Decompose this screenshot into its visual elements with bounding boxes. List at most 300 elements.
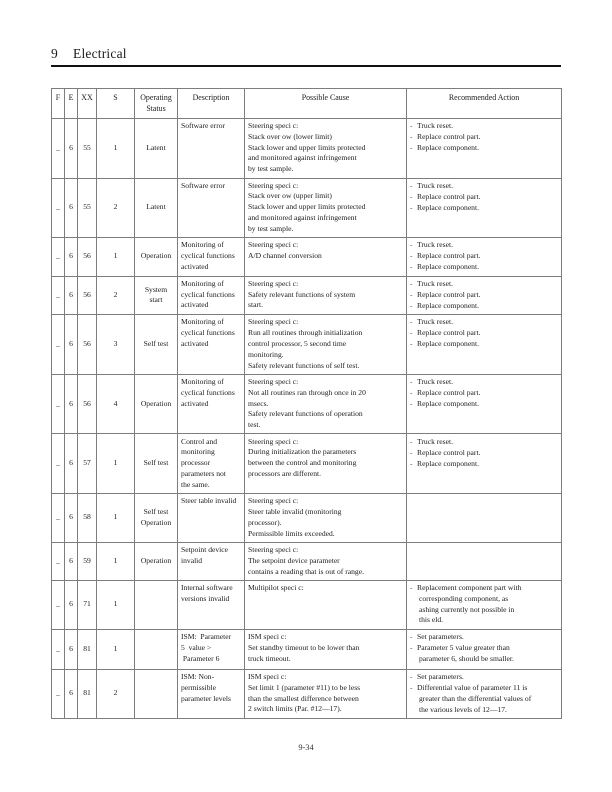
- column-header-operating-status: [135, 89, 178, 119]
- possible-cause-line: Steering speci c:: [248, 121, 299, 131]
- recommended-action-item: [410, 437, 558, 448]
- recommended-action-item: [410, 181, 558, 192]
- cell-e: 6: [65, 118, 78, 178]
- cell-operating-status: [135, 315, 178, 375]
- possible-cause-lines: [248, 240, 403, 262]
- cell-recommended-action: [407, 629, 562, 669]
- recommended-action-text-continued: parameter 6, should be smaller.: [419, 653, 514, 663]
- possible-cause-line: Steering speci c:: [248, 180, 299, 190]
- possible-cause-line: control processor, 5 second time: [248, 339, 347, 349]
- description-lines: [181, 240, 241, 272]
- recommended-action-text: Replace component.: [417, 339, 479, 349]
- description-lines: [181, 437, 241, 491]
- column-header-possible-cause: Possible Cause: [245, 89, 407, 119]
- recommended-action-item: [410, 240, 558, 251]
- description-line: the same.: [181, 479, 210, 489]
- cell-xx: 55: [78, 178, 97, 238]
- recommended-action-item: [410, 301, 558, 312]
- cell-operating-status: [135, 178, 178, 238]
- cell-recommended-action: [407, 315, 562, 375]
- chapter-title: Electrical: [73, 46, 127, 61]
- recommended-action-text: Truck reset.: [417, 121, 453, 131]
- cell-operating-status: [135, 669, 178, 718]
- description-line: cyclical functions: [181, 289, 235, 299]
- possible-cause-line: test.: [248, 420, 261, 430]
- cell-s: 1: [97, 580, 135, 629]
- recommended-action-item: [410, 672, 558, 683]
- recommended-action-text: Replace component.: [417, 262, 479, 272]
- description-lines: [181, 181, 241, 192]
- recommended-action-list: [410, 632, 558, 665]
- cell-description: [178, 434, 245, 494]
- possible-cause-line: and monitored against infringement: [248, 213, 357, 223]
- possible-cause-line: Set limit 1 (parameter #11) to be less: [248, 682, 361, 692]
- cell-f: _: [52, 494, 65, 543]
- cell-xx: 56: [78, 238, 97, 277]
- recommended-action-text: Replace component.: [417, 143, 479, 153]
- possible-cause-line: Steering speci c:: [248, 278, 299, 288]
- cell-operating-status: [135, 276, 178, 315]
- cell-possible-cause: [245, 629, 407, 669]
- recommended-action-item: [410, 132, 558, 143]
- possible-cause-lines: [248, 545, 403, 577]
- cell-operating-status: [135, 434, 178, 494]
- recommended-action-text: Replace control part.: [417, 328, 481, 338]
- recommended-action-text: Replace component.: [417, 399, 479, 408]
- recommended-action-list: [410, 583, 558, 626]
- possible-cause-line: ISM speci c:: [248, 672, 287, 682]
- description-line: cyclical functions: [181, 251, 235, 261]
- table-row: [52, 542, 562, 580]
- possible-cause-line: by test sample.: [248, 223, 294, 233]
- cell-description: [178, 178, 245, 238]
- possible-cause-line: monitoring.: [248, 349, 284, 359]
- possible-cause-lines: [248, 279, 403, 311]
- possible-cause-line: Steering speci c:: [248, 240, 299, 250]
- description-line: Parameter 6: [181, 653, 220, 663]
- operating-status-line: Latent: [146, 202, 166, 212]
- possible-cause-line: Steering speci c:: [248, 496, 299, 506]
- description-line: activated: [181, 398, 209, 408]
- recommended-action-list: [410, 240, 558, 273]
- possible-cause-line: by test sample.: [248, 164, 294, 174]
- cell-xx: 57: [78, 434, 97, 494]
- recommended-action-text: Differential value of parameter 11 is: [417, 683, 528, 693]
- recommended-action-text: Truck reset.: [417, 278, 453, 288]
- cell-possible-cause: [245, 669, 407, 718]
- cell-description: [178, 629, 245, 669]
- recommended-action-item: [410, 328, 558, 339]
- chapter-number: 9: [51, 46, 58, 61]
- description-line: Control and: [181, 436, 218, 446]
- cell-xx: 71: [78, 580, 97, 629]
- possible-cause-line: processor).: [248, 517, 282, 527]
- cell-s: 1: [97, 629, 135, 669]
- possible-cause-lines: [248, 496, 403, 539]
- possible-cause-line: Stack over ow (upper limit): [248, 191, 332, 201]
- possible-cause-lines: [248, 181, 403, 235]
- recommended-action-text: Set parameters.: [417, 632, 464, 642]
- cell-s: 1: [97, 118, 135, 178]
- possible-cause-lines: [248, 672, 403, 715]
- description-line: Monitoring of: [181, 278, 224, 288]
- cell-operating-status: [135, 542, 178, 580]
- possible-cause-line: Set standby timeout to be lower than: [248, 642, 360, 652]
- cell-recommended-action: [407, 669, 562, 718]
- cell-s: 2: [97, 276, 135, 315]
- description-line: cyclical functions: [181, 387, 235, 397]
- cell-s: 2: [97, 178, 135, 238]
- cell-s: 3: [97, 315, 135, 375]
- possible-cause-lines: [248, 317, 403, 371]
- operating-status-line: Operation: [140, 555, 172, 565]
- possible-cause-line: Safety relevant functions of operation: [248, 409, 363, 419]
- table-row: [52, 669, 562, 718]
- recommended-action-item: [410, 643, 558, 665]
- cell-description: [178, 494, 245, 543]
- cell-xx: 56: [78, 374, 97, 434]
- description-line: invalid: [181, 555, 203, 565]
- possible-cause-line: and monitored against infringement: [248, 153, 357, 163]
- recommended-action-item: [410, 377, 558, 388]
- recommended-action-text: Replace control part.: [417, 289, 481, 299]
- recommended-action-item: [410, 339, 558, 350]
- table-body: [52, 118, 562, 718]
- recommended-action-list: [410, 377, 558, 410]
- table-header-row: [52, 89, 562, 119]
- operating-status-lines: [138, 458, 174, 469]
- description-line: permissible: [181, 682, 217, 692]
- table-row: [52, 238, 562, 277]
- possible-cause-line: Steering speci c:: [248, 545, 299, 555]
- recommended-action-list: [410, 181, 558, 214]
- possible-cause-line: Steering speci c:: [248, 377, 299, 387]
- recommended-action-text: Replacement component part with: [417, 583, 522, 593]
- possible-cause-line: Multipilot speci c:: [248, 583, 304, 593]
- possible-cause-line: Steering speci c:: [248, 317, 299, 327]
- recommended-action-item: [410, 399, 558, 410]
- page-footer: [0, 743, 612, 752]
- running-head: [51, 46, 561, 67]
- cell-e: 6: [65, 434, 78, 494]
- cell-e: 6: [65, 276, 78, 315]
- description-lines: [181, 672, 241, 704]
- table-row: [52, 315, 562, 375]
- description-lines: [181, 545, 241, 567]
- description-line: Monitoring of: [181, 317, 224, 327]
- cell-possible-cause: [245, 374, 407, 434]
- cell-xx: 59: [78, 542, 97, 580]
- cell-possible-cause: [245, 580, 407, 629]
- page-number: 9-34: [298, 743, 314, 752]
- recommended-action-item: [410, 203, 558, 214]
- recommended-action-text: Replace component.: [417, 458, 479, 468]
- possible-cause-lines: [248, 437, 403, 480]
- description-line: parameter levels: [181, 693, 231, 703]
- possible-cause-line: between the control and monitoring: [248, 458, 357, 468]
- cell-possible-cause: [245, 494, 407, 543]
- operating-status-lines: [138, 143, 174, 154]
- description-lines: [181, 583, 241, 605]
- description-lines: [181, 377, 241, 409]
- recommended-action-text: Replace control part.: [417, 251, 481, 261]
- description-line: 5 value >: [181, 642, 212, 652]
- cell-xx: 56: [78, 276, 97, 315]
- cell-s: 1: [97, 494, 135, 543]
- description-lines: [181, 496, 241, 507]
- operating-status-lines: [138, 285, 174, 307]
- operating-status-line: Operation: [140, 398, 172, 408]
- operating-status-line: Self test: [143, 339, 169, 349]
- recommended-action-list: [410, 279, 558, 312]
- cell-f: _: [52, 118, 65, 178]
- recommended-action-item: [410, 388, 558, 399]
- operating-status-line: Self test: [143, 507, 169, 517]
- recommended-action-text: Replace control part.: [417, 191, 481, 201]
- recommended-action-text: Truck reset.: [417, 180, 453, 190]
- recommended-action-text: Truck reset.: [417, 240, 453, 250]
- cell-e: 6: [65, 494, 78, 543]
- recommended-action-text-continued: the various levels of 12—17.: [419, 704, 507, 714]
- cell-s: 1: [97, 542, 135, 580]
- recommended-action-text: Truck reset.: [417, 377, 453, 387]
- cell-operating-status: [135, 238, 178, 277]
- possible-cause-line: Steering speci c:: [248, 436, 299, 446]
- recommended-action-text: Truck reset.: [417, 436, 453, 446]
- cell-recommended-action: [407, 580, 562, 629]
- description-line: Setpoint device: [181, 545, 229, 555]
- possible-cause-line: 2 switch limits (Par. #12—17).: [248, 704, 342, 714]
- recommended-action-item: [410, 583, 558, 626]
- recommended-action-text: Replace component.: [417, 300, 479, 310]
- column-header-xx: XX: [78, 89, 97, 119]
- description-line: Monitoring of: [181, 240, 224, 250]
- cell-e: 6: [65, 374, 78, 434]
- cell-operating-status: [135, 580, 178, 629]
- recommended-action-item: [410, 317, 558, 328]
- cell-f: _: [52, 669, 65, 718]
- operating-status-lines: [138, 339, 174, 350]
- table-row: [52, 434, 562, 494]
- cell-possible-cause: [245, 542, 407, 580]
- cell-description: [178, 580, 245, 629]
- cell-possible-cause: [245, 238, 407, 277]
- cell-operating-status: [135, 629, 178, 669]
- cell-description: [178, 118, 245, 178]
- column-header-e: E: [65, 89, 78, 119]
- cell-f: _: [52, 434, 65, 494]
- recommended-action-item: [410, 192, 558, 203]
- possible-cause-line: During initialization the parameters: [248, 447, 357, 457]
- possible-cause-lines: [248, 632, 403, 664]
- cell-operating-status: [135, 374, 178, 434]
- column-header-operating-status-line1: Operating: [140, 93, 172, 102]
- recommended-action-text: Truck reset.: [417, 317, 453, 327]
- recommended-action-text-continued: this eld.: [419, 615, 444, 625]
- operating-status-line: System start: [144, 284, 168, 305]
- cell-recommended-action: [407, 276, 562, 315]
- description-line: cyclical functions: [181, 328, 235, 338]
- cell-s: 2: [97, 669, 135, 718]
- recommended-action-text-continued: corresponding component, as: [419, 593, 509, 603]
- description-line: parameters not: [181, 469, 226, 478]
- cell-s: 1: [97, 434, 135, 494]
- description-lines: [181, 279, 241, 311]
- description-lines: [181, 121, 241, 132]
- cell-recommended-action: [407, 178, 562, 238]
- cell-recommended-action: [407, 238, 562, 277]
- description-line: versions invalid: [181, 593, 230, 603]
- cell-description: [178, 669, 245, 718]
- description-line: Steer table invalid: [181, 496, 237, 506]
- cell-e: 6: [65, 315, 78, 375]
- cell-description: [178, 276, 245, 315]
- cell-f: _: [52, 374, 65, 434]
- cell-possible-cause: [245, 434, 407, 494]
- recommended-action-text: Set parameters.: [417, 672, 464, 682]
- recommended-action-item: [410, 448, 558, 459]
- table-row: [52, 178, 562, 238]
- table-row: [52, 629, 562, 669]
- possible-cause-lines: [248, 121, 403, 175]
- description-line: activated: [181, 300, 209, 310]
- operating-status-lines: [138, 202, 174, 213]
- description-lines: [181, 317, 241, 349]
- recommended-action-text-continued: greater than the differential values of: [419, 693, 532, 703]
- table-row: [52, 276, 562, 315]
- description-line: Software error: [181, 121, 226, 131]
- recommended-action-item: [410, 143, 558, 154]
- cell-f: _: [52, 276, 65, 315]
- cell-operating-status: [135, 494, 178, 543]
- header-rule: [51, 65, 561, 67]
- column-header-f: F: [52, 89, 65, 119]
- description-line: Internal software: [181, 583, 233, 593]
- cell-f: _: [52, 178, 65, 238]
- possible-cause-line: Safety relevant functions of self test.: [248, 360, 360, 370]
- table-row: [52, 580, 562, 629]
- running-head-line: [51, 46, 561, 62]
- cell-possible-cause: [245, 178, 407, 238]
- operating-status-lines: [138, 251, 174, 262]
- cell-description: [178, 374, 245, 434]
- column-header-recommended-action: Recommended Action: [407, 89, 562, 119]
- possible-cause-line: Stack over ow (lower limit): [248, 131, 332, 141]
- cell-recommended-action: [407, 542, 562, 580]
- cell-e: 6: [65, 238, 78, 277]
- column-header-description: Description: [178, 89, 245, 119]
- recommended-action-text: Replace control part.: [417, 132, 481, 142]
- cell-f: _: [52, 580, 65, 629]
- cell-f: _: [52, 629, 65, 669]
- recommended-action-item: [410, 683, 558, 715]
- possible-cause-line: The setpoint device parameter: [248, 555, 340, 565]
- possible-cause-line: Permissible limits exceeded.: [248, 528, 335, 538]
- recommended-action-list: [410, 317, 558, 350]
- recommended-action-item: [410, 459, 558, 470]
- cell-recommended-action: [407, 494, 562, 543]
- cell-description: [178, 238, 245, 277]
- cell-f: _: [52, 238, 65, 277]
- column-header-s: S: [97, 89, 135, 119]
- description-line: activated: [181, 261, 209, 271]
- recommended-action-text-continued: ashing currently not possible in: [419, 604, 515, 614]
- description-line: monitoring: [181, 447, 215, 457]
- cell-s: 4: [97, 374, 135, 434]
- recommended-action-text: Replace control part.: [417, 388, 481, 398]
- possible-cause-lines: [248, 377, 403, 431]
- cell-xx: 81: [78, 669, 97, 718]
- recommended-action-item: [410, 262, 558, 273]
- cell-possible-cause: [245, 276, 407, 315]
- cell-f: _: [52, 542, 65, 580]
- cell-possible-cause: [245, 118, 407, 178]
- cell-e: 6: [65, 669, 78, 718]
- cell-recommended-action: [407, 374, 562, 434]
- operating-status-lines: [138, 507, 174, 529]
- cell-xx: 56: [78, 315, 97, 375]
- possible-cause-line: A/D channel conversion: [248, 251, 322, 261]
- possible-cause-line: contains a reading that is out of range.: [248, 566, 364, 576]
- recommended-action-text: Replace component.: [417, 202, 479, 212]
- description-lines: [181, 632, 241, 664]
- recommended-action-item: [410, 290, 558, 301]
- operating-status-lines: [138, 399, 174, 410]
- cell-e: 6: [65, 178, 78, 238]
- cell-e: 6: [65, 629, 78, 669]
- table-row: [52, 494, 562, 543]
- cell-s: 1: [97, 238, 135, 277]
- description-line: activated: [181, 339, 209, 349]
- table-row: [52, 118, 562, 178]
- description-line: Monitoring of: [181, 377, 224, 387]
- possible-cause-line: truck timeout.: [248, 653, 291, 663]
- operating-status-line: Operation: [140, 517, 172, 527]
- possible-cause-line: Safety relevant functions of system: [248, 289, 356, 299]
- cell-f: _: [52, 315, 65, 375]
- possible-cause-line: Stack lower and upper limits protected: [248, 202, 366, 212]
- table-row: [52, 374, 562, 434]
- cell-possible-cause: [245, 315, 407, 375]
- description-line: ISM: Non-: [181, 672, 215, 682]
- cell-xx: 81: [78, 629, 97, 669]
- cell-xx: 55: [78, 118, 97, 178]
- cell-e: 6: [65, 580, 78, 629]
- description-line: Software error: [181, 180, 226, 190]
- column-header-operating-status-line2: Status: [146, 104, 166, 114]
- recommended-action-item: [410, 251, 558, 262]
- table-header: [52, 89, 562, 119]
- possible-cause-line: start.: [248, 300, 263, 310]
- operating-status-line: Self test: [143, 458, 169, 468]
- recommended-action-text: Parameter 5 value greater than: [417, 643, 510, 653]
- cell-recommended-action: [407, 118, 562, 178]
- operating-status-line: Operation: [140, 251, 172, 261]
- cell-operating-status: [135, 118, 178, 178]
- recommended-action-list: [410, 672, 558, 715]
- cell-xx: 58: [78, 494, 97, 543]
- cell-description: [178, 542, 245, 580]
- operating-status-line: Latent: [146, 142, 166, 152]
- possible-cause-lines: [248, 583, 403, 594]
- cell-description: [178, 315, 245, 375]
- cell-recommended-action: [407, 434, 562, 494]
- possible-cause-line: than the smallest difference between: [248, 693, 359, 703]
- description-line: ISM: Parameter: [181, 632, 232, 642]
- possible-cause-line: Steer table invalid (monitoring: [248, 507, 342, 517]
- recommended-action-list: [410, 121, 558, 154]
- recommended-action-item: [410, 632, 558, 643]
